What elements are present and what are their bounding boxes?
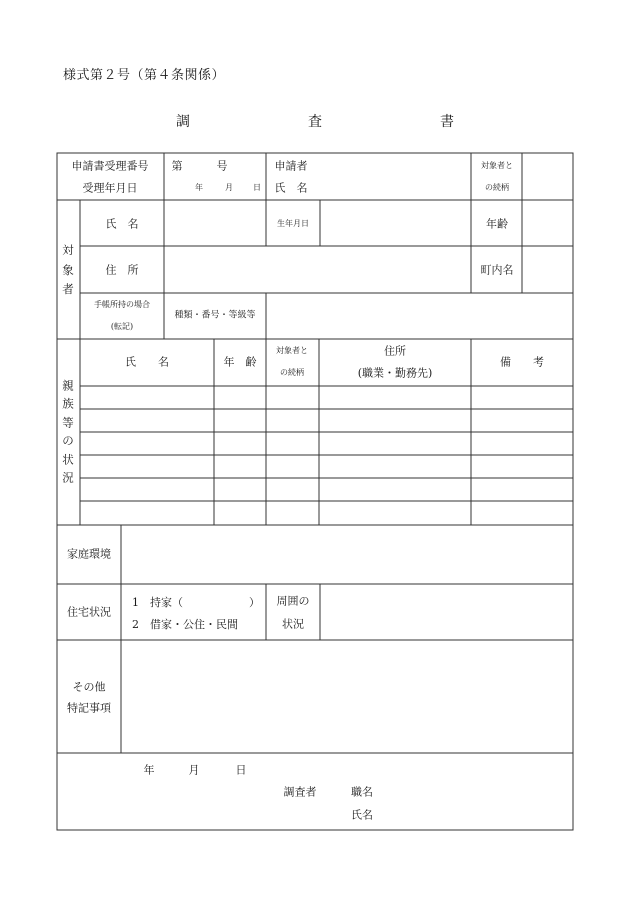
- footer-year: 年: [143, 763, 155, 777]
- handbook-label-line1: 手帳所持の場合: [94, 300, 150, 309]
- investigator-name-label: 氏名: [351, 808, 373, 822]
- surroundings-label-line1: 周囲の: [276, 594, 310, 608]
- birthdate-label: 生年月日: [277, 219, 309, 228]
- housing-option-rented: 2 借家・公住・民間: [132, 618, 238, 631]
- vertical-char: 象: [62, 262, 74, 277]
- subject-vertical-label: [62, 241, 74, 300]
- other-label-line1: その他: [72, 680, 106, 694]
- relatives-col-address-line1: 住所: [384, 344, 406, 358]
- vertical-char: 状: [62, 452, 74, 466]
- form-number-label: 様式第２号（第４条関係）: [63, 68, 226, 83]
- family-env-label: 家庭環境: [67, 547, 111, 561]
- receipt-day: 日: [253, 183, 261, 192]
- vertical-char: 等: [62, 415, 74, 429]
- vertical-char: 対: [62, 242, 74, 257]
- relatives-col-name: 氏 名: [125, 355, 169, 369]
- relatives-vertical-label: [62, 377, 74, 488]
- relatives-col-remarks: 備 考: [500, 355, 544, 369]
- handbook-type-label: 種類・番号・等級等: [174, 310, 256, 321]
- applicant-name-label: 氏 名: [274, 181, 308, 195]
- vertical-char: 者: [62, 281, 74, 296]
- receipt-number-label: 申請書受理番号: [71, 159, 149, 173]
- handbook-label-line2: (転記): [110, 322, 134, 331]
- other-label-line2: 特記事項: [67, 701, 111, 715]
- vertical-char: の: [62, 433, 74, 448]
- receipt-date-label: 受理年月日: [82, 181, 138, 195]
- document-title: 調 査 書: [176, 114, 484, 130]
- housing-option-owned: 1 持家（ ）: [132, 596, 260, 609]
- number-prefix: 第: [171, 159, 183, 173]
- surroundings-label-line2: 状況: [282, 617, 304, 631]
- vertical-char: 況: [62, 470, 74, 485]
- housing-label: 住宅状況: [67, 605, 111, 619]
- vertical-char: 族: [62, 396, 74, 411]
- footer-day: 日: [235, 763, 247, 777]
- applicant-label: 申請者: [274, 159, 308, 173]
- relation-label-line1: 対象者と: [481, 161, 513, 170]
- investigator-label: 調査者: [283, 785, 317, 799]
- receipt-year: 年: [195, 183, 203, 192]
- town-label: 町内名: [480, 263, 514, 277]
- address-label: 住 所: [105, 263, 139, 277]
- subject-name-label: 氏 名: [105, 217, 139, 231]
- receipt-month: 月: [225, 183, 233, 192]
- age-label: 年齢: [486, 217, 508, 231]
- relation-label-line2: の続柄: [485, 183, 509, 192]
- footer-month: 月: [188, 763, 200, 777]
- relatives-col-address-line2: (職業・勤務先): [357, 366, 433, 380]
- position-label: 職名: [351, 785, 373, 799]
- relatives-col-relation-line2: の続柄: [280, 368, 304, 377]
- table-border: [57, 153, 573, 830]
- relatives-col-age: 年 齢: [223, 355, 257, 369]
- vertical-char: 親: [62, 378, 74, 392]
- number-suffix: 号: [216, 159, 228, 173]
- relatives-col-relation-line1: 対象者と: [276, 346, 308, 355]
